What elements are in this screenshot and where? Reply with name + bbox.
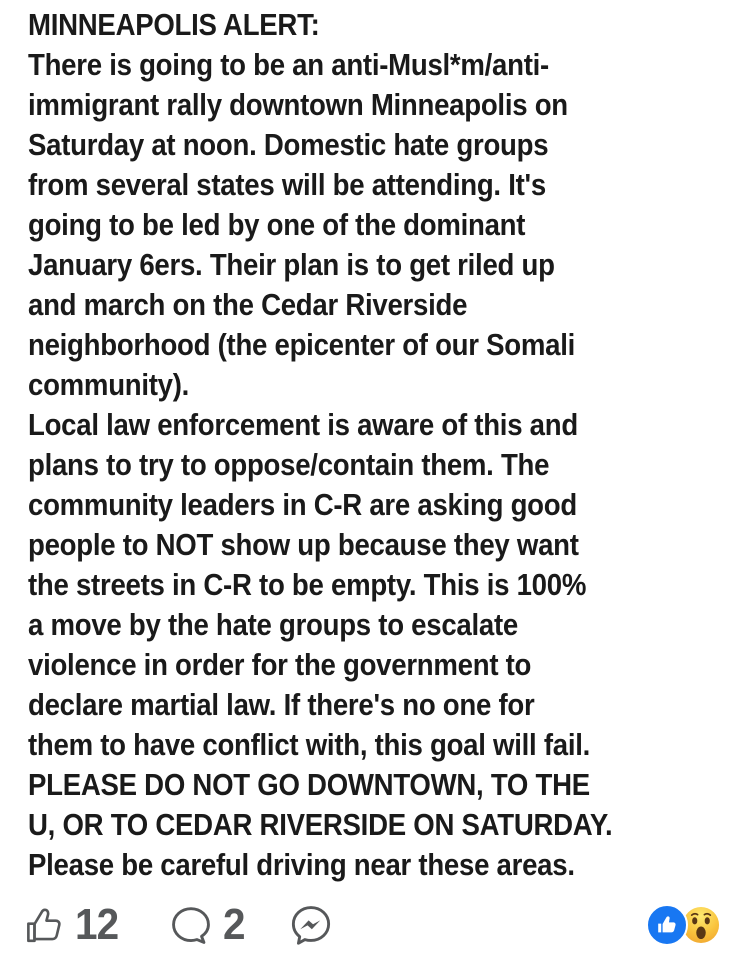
- post-text-line: a move by the hate groups to escalate: [28, 607, 518, 642]
- comment-bubble-icon: [168, 900, 214, 950]
- post-text-line: going to be led by one of the dominant: [28, 207, 526, 242]
- post-text-line: violence in order for the government to: [28, 647, 532, 682]
- post-text-line: and march on the Cedar Riverside: [28, 287, 468, 322]
- comment-button[interactable]: [168, 900, 246, 950]
- post-text-line: neighborhood (the epicenter of our Somali: [28, 327, 576, 362]
- post-text-line: from several states will be attending. It's: [28, 167, 546, 202]
- share-button[interactable]: [288, 900, 334, 950]
- post-text-line: PLEASE DO NOT GO DOWNTOWN, TO THE: [28, 767, 590, 802]
- post-text-line: community leaders in C-R are asking good: [28, 487, 577, 522]
- post-text-line: them to have conflict with, this goal will fail.: [28, 727, 591, 762]
- post-text-line: immigrant rally downtown Minneapolis on: [28, 87, 568, 122]
- post-text-line: the streets in C-R to be empty. This is 100%: [28, 567, 587, 602]
- post-text-line: U, OR TO CEDAR RIVERSIDE ON SATURDAY.: [28, 807, 613, 842]
- post-text-line: Local law enforcement is aware of this and: [28, 407, 578, 442]
- engagement-bar: [0, 896, 734, 954]
- post-text-line: plans to try to oppose/contain them. The: [28, 447, 550, 482]
- like-reaction-icon: [646, 904, 688, 946]
- reactions-summary[interactable]: [646, 904, 722, 946]
- post-text-line: Saturday at noon. Domestic hate groups: [28, 127, 549, 162]
- post-text-line: people to NOT show up because they want: [28, 527, 579, 562]
- comment-count: 2: [222, 900, 245, 949]
- post-text-line: community).: [28, 367, 190, 402]
- messenger-share-icon: [288, 900, 334, 950]
- post-text-line: Please be careful driving near these areas.: [28, 847, 575, 882]
- like-button[interactable]: [24, 900, 122, 950]
- post-text-line: January 6ers. Their plan is to get riled up: [28, 247, 555, 282]
- like-count: 12: [75, 900, 119, 949]
- post-text-line: MINNEAPOLIS ALERT:: [28, 7, 320, 42]
- post-text-line: There is going to be an anti-Musl*m/anti-: [28, 47, 549, 82]
- thumbs-up-icon: [24, 900, 66, 950]
- post-text-line: declare martial law. If there's no one for: [28, 687, 535, 722]
